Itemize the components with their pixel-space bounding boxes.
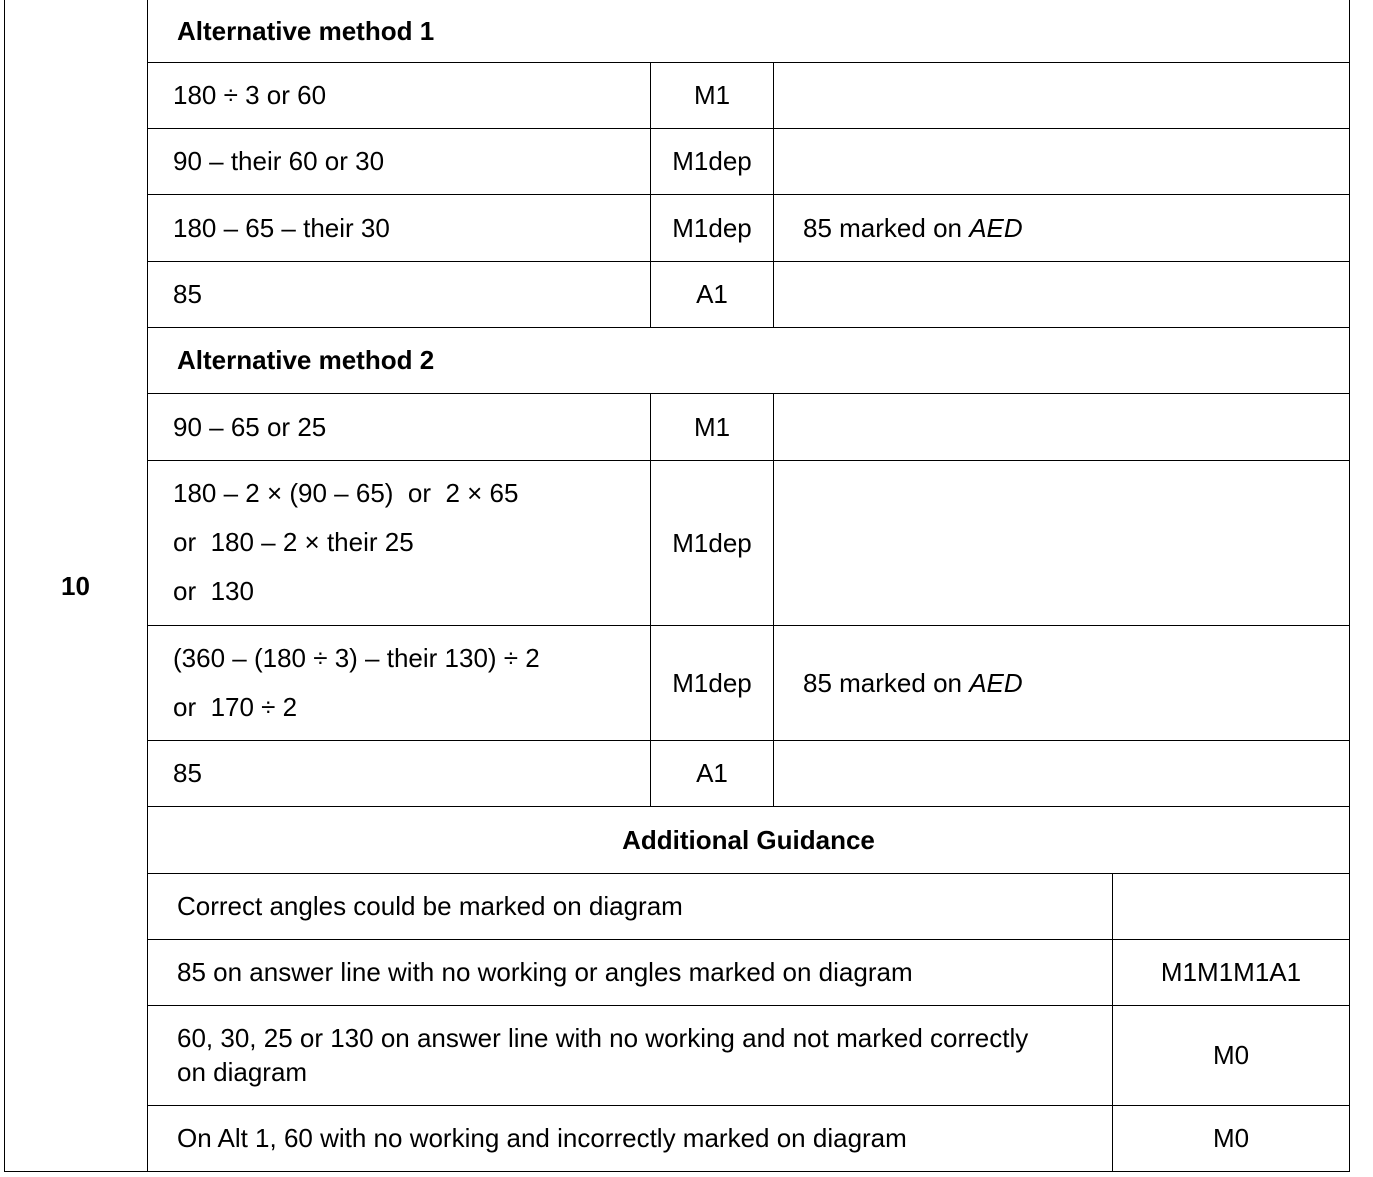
comment-column-divider [773, 393, 774, 807]
comment-text: 85 marked on [803, 212, 970, 243]
alt2-comment-3 [803, 625, 1023, 740]
question-column-divider [147, 0, 148, 1172]
alt1-working-1: 180 ÷ 3 or 60 [173, 80, 327, 110]
alt2-mark-1: M1 [693, 411, 731, 442]
comment-italic: AED [969, 212, 1023, 243]
working-line: or 170 ÷ 2 [173, 691, 298, 722]
alt2-working-3 [173, 625, 540, 740]
table-border-right [1349, 0, 1350, 1172]
alt1-working-2: 90 – their 60 or 30 [173, 146, 385, 176]
guidance-mark-3: M0 [1212, 1040, 1250, 1070]
alt1-heading: Alternative method 1 [177, 16, 435, 46]
table-border-bottom [4, 1171, 1350, 1172]
alt1-working-4: 85 [173, 279, 202, 309]
alt1-mark-2: M1dep [672, 146, 752, 176]
alt1-working-3: 180 – 65 – their 30 [173, 212, 390, 243]
comment-italic: AED [969, 667, 1023, 698]
alt2-mark-2: M1dep [672, 527, 752, 558]
comment-column-divider [773, 62, 774, 328]
alt1-mark-4: A1 [696, 279, 728, 309]
working-line: or 130 [173, 576, 254, 606]
alt2-mark-4: A1 [696, 758, 728, 788]
alt2-working-2 [173, 460, 518, 625]
alt2-working-4: 85 [173, 758, 202, 788]
alt2-working-1: 90 – 65 or 25 [173, 411, 327, 442]
working-line: or 180 – 2 × their 25 [173, 527, 414, 557]
guidance-mark-1 [1113, 873, 1349, 939]
guidance-text-1: Correct angles could be marked on diagram [177, 891, 683, 921]
comment-text: 85 marked on [803, 667, 970, 698]
alt1-mark-3: M1dep [672, 212, 752, 243]
working-line: (360 – (180 ÷ 3) – their 130) ÷ 2 [173, 642, 540, 673]
guidance-heading: Additional Guidance [622, 824, 875, 855]
alt2-heading: Alternative method 2 [177, 345, 435, 375]
guidance-text-2: 85 on answer line with no working or angles marked on diagram [177, 957, 913, 987]
alt1-comment-3 [803, 194, 1023, 261]
working-line: 180 – 2 × (90 – 65) or 2 × 65 [173, 478, 519, 508]
guidance-text-3: 60, 30, 25 or 130 on answer line with no working and not marked correctly on diagram [177, 1023, 1029, 1087]
guidance-text-4: On Alt 1, 60 with no working and incorrectly marked on diagram [177, 1123, 907, 1153]
guidance-mark-2: M1M1M1A1 [1160, 957, 1302, 987]
alt1-mark-1: M1 [693, 80, 731, 110]
alt2-mark-3: M1dep [672, 667, 752, 698]
guidance-mark-4: M0 [1212, 1123, 1250, 1153]
question-number: 10 [61, 571, 90, 601]
